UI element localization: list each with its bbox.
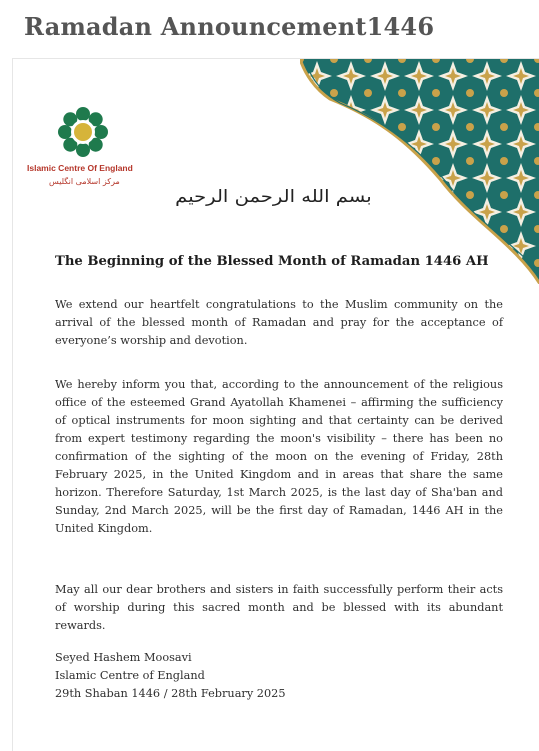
signature-date: 29th Shaban 1446 / 28th February 2025 (55, 687, 286, 700)
page-title: Ramadan Announcement1446 (24, 12, 435, 41)
letter-heading: The Beginning of the Blessed Month of Ramadan 1446 AH (55, 254, 489, 269)
logo-arabic-name: مرکز اسلامی انگلیس (49, 177, 120, 186)
paragraph-prayer: May all our dear brothers and sisters in faith successfully perform their acts of worship during this sacred month and be blessed with its abundant rewards. (55, 583, 503, 632)
basmala-calligraphy: بسم الله الرحمن الرحیم (175, 187, 372, 207)
paragraph-congratulations: We extend our heartfelt congratulations to the Muslim community on the arrival of the blessed month of Ramadan and pray for the acceptance of everyone’s worship and devotion. (55, 298, 503, 347)
signatory-name: Seyed Hashem Moosavi (55, 651, 192, 664)
islamic-pattern-ornament (300, 59, 539, 284)
announcement-letter (12, 58, 539, 751)
signatory-organization: Islamic Centre of England (55, 669, 205, 682)
paragraph-moon-sighting: We hereby inform you that, according to the announcement of the religious office of the esteemed Grand Ayatollah Khamenei – affirming the sufficiency of optical instruments for moon sighting and that certainty can be derived from expert testimony regarding the moon's visibility – there has been no confirmation of the sighting of the moon on the evening of Friday, 28th February 2025, in the United Kingdom and in areas that share the same horizon. Therefore Saturday, 1st March 2025, is the last day of Sha'ban and Sunday, 2nd March 2025, will be the first day of Ramadan, 1446 AH in the United Kingdom. (55, 378, 503, 535)
logo-name: Islamic Centre Of England (27, 163, 133, 173)
signature-block (55, 649, 286, 703)
